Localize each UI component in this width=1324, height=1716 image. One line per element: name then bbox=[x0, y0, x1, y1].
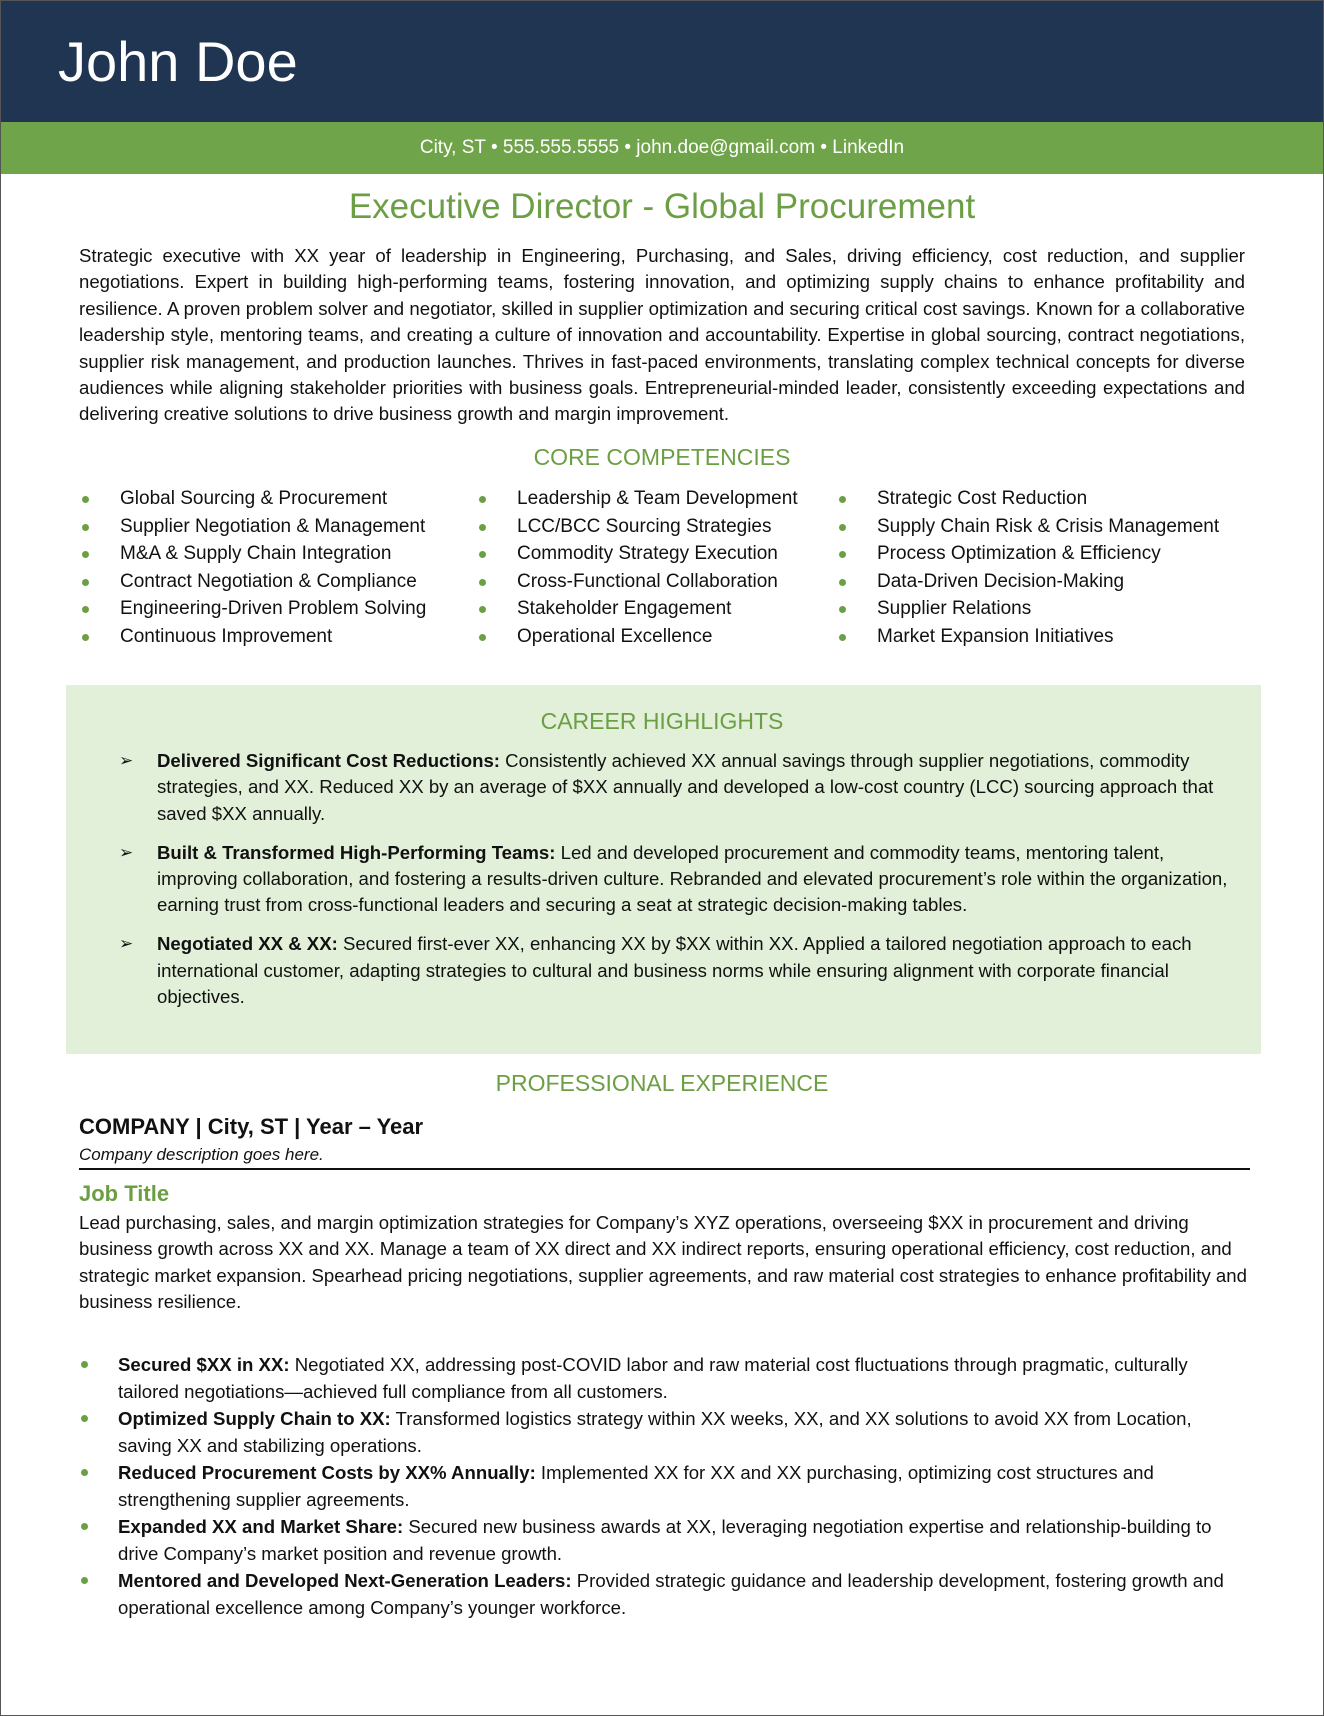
experience-bullet bbox=[79, 1405, 1249, 1459]
competency-item: Process Optimization & Efficiency bbox=[838, 540, 1219, 568]
competency-item: Leadership & Team Development bbox=[478, 485, 798, 513]
highlight-lead: Negotiated XX & XX: bbox=[157, 933, 338, 955]
career-highlights-heading: CAREER HIGHLIGHTS bbox=[540, 708, 784, 734]
competency-item: Strategic Cost Reduction bbox=[838, 485, 1219, 513]
arrow-bullet-icon: ➢ bbox=[119, 751, 134, 770]
experience-bullets bbox=[79, 1351, 1249, 1621]
bullet-lead: Optimized Supply Chain to XX: bbox=[118, 1408, 391, 1429]
highlight-lead: Built & Transformed High-Performing Teams: bbox=[157, 841, 556, 863]
header-band bbox=[1, 1, 1323, 122]
highlight-text: Secured first-ever XX, enhancing XX by $XX within XX. Applied a tailored negotiation approach to each international customer, adapting strategies to cultural and business norms while ensuring alignment with corporate financial objectives. bbox=[157, 933, 1192, 1008]
divider-rule bbox=[79, 1168, 1250, 1170]
bullet-lead: Mentored and Developed Next-Generation Leaders: bbox=[118, 1570, 572, 1591]
competency-item: Cross-Functional Collaboration bbox=[478, 568, 798, 596]
experience-bullet bbox=[79, 1567, 1249, 1621]
experience-bullet bbox=[79, 1459, 1249, 1513]
bullet-text: Secured new business awards at XX, leveraging negotiation expertise and relationship-building to drive Company’s market position and revenue growth. bbox=[118, 1516, 1212, 1564]
highlight-text: Led and developed procurement and commodity teams, mentoring talent, improving collaboration, and fostering a results-driven culture. Rebranded and elevated procurement’s role within the organization, earning trust from cross-functional leaders and securing a seat at strategic decision-making tables. bbox=[157, 841, 1228, 916]
competency-item: Operational Excellence bbox=[478, 623, 798, 651]
competency-item: LCC/BCC Sourcing Strategies bbox=[478, 513, 798, 541]
bullet-text: Provided strategic guidance and leadership development, fostering growth and operational excellence among Company’s younger workforce. bbox=[118, 1570, 1224, 1618]
competencies-column-2 bbox=[478, 485, 798, 651]
bullet-text: Transformed logistics strategy within XX weeks, XX, and XX solutions to avoid XX from Location, saving XX and stabilizing operations. bbox=[118, 1408, 1192, 1456]
competencies-column-3 bbox=[838, 485, 1219, 651]
competency-item: Supplier Negotiation & Management bbox=[81, 513, 426, 541]
competencies-column-1 bbox=[81, 485, 426, 651]
job-title: Job Title bbox=[79, 1181, 170, 1206]
bullet-text: Negotiated XX, addressing post-COVID labor and raw material cost fluctuations through pragmatic, culturally tailored negotiations—achieved full compliance from all customers. bbox=[118, 1354, 1188, 1402]
experience-bullet bbox=[79, 1351, 1249, 1405]
bullet-lead: Reduced Procurement Costs by XX% Annually: bbox=[118, 1462, 536, 1483]
competency-item: Global Sourcing & Procurement bbox=[81, 485, 426, 513]
competency-item: Supplier Relations bbox=[838, 595, 1219, 623]
highlight-item bbox=[119, 931, 1249, 1010]
competency-item: M&A & Supply Chain Integration bbox=[81, 540, 426, 568]
highlight-text: Consistently achieved XX annual savings through supplier negotiations, commodity strategies, and XX. Reduced XX by an average of $XX annually and developed a low-cost country (LCC) sourcing approach that saved $XX annually. bbox=[157, 750, 1214, 824]
competency-item: Data-Driven Decision-Making bbox=[838, 568, 1219, 596]
company-description: Company description goes here. bbox=[79, 1145, 324, 1164]
company-line: COMPANY | City, ST | Year – Year bbox=[79, 1114, 424, 1139]
bullet-lead: Secured $XX in XX: bbox=[118, 1354, 290, 1375]
highlight-item bbox=[119, 840, 1249, 919]
contact-info: City, ST • 555.555.5555 • john.doe@gmail.com • LinkedIn bbox=[419, 137, 905, 158]
competency-item: Market Expansion Initiatives bbox=[838, 623, 1219, 651]
professional-summary: Strategic executive with XX year of leadership in Engineering, Purchasing, and Sales, driving efficiency, cost reduction, and supplier negotiations. Expert in building high-performing teams, fostering innovation, and optimizing supply chains to enhance profitability and resilience. A proven problem solver and negotiator, skilled in supplier optimization and securing critical cost savings. Known for a collaborative leadership style, mentoring teams, and creating a culture of innovation and accountability. Expertise in global sourcing, contract negotiations, supplier risk management, and production launches. Thrives in fast-paced environments, translating complex technical concepts for diverse audiences while aligning stakeholder priorities with business goals. Entrepreneurial-minded leader, consistently exceeding expectations and delivering creative solutions to drive business growth and margin improvement. bbox=[79, 245, 1245, 425]
bullet-text: Implemented XX for XX and XX purchasing, optimizing cost structures and strengthening supplier agreements. bbox=[118, 1462, 1154, 1510]
highlight-item bbox=[119, 748, 1249, 827]
competency-item: Engineering-Driven Problem Solving bbox=[81, 595, 426, 623]
competency-item: Commodity Strategy Execution bbox=[478, 540, 798, 568]
competency-item: Stakeholder Engagement bbox=[478, 595, 798, 623]
contact-band bbox=[1, 122, 1323, 174]
bullet-lead: Expanded XX and Market Share: bbox=[118, 1516, 404, 1537]
resume-title: Executive Director - Global Procurement bbox=[348, 187, 976, 226]
highlight-lead: Delivered Significant Cost Reductions: bbox=[157, 750, 501, 771]
arrow-bullet-icon: ➢ bbox=[119, 934, 134, 954]
job-summary: Lead purchasing, sales, and margin optimization strategies for Company’s XYZ operations, overseeing $XX in procurement and driving business growth across XX and XX. Manage a team of XX direct and XX indirect reports, ensuring operational efficiency, cost reduction, and strategic market expansion. Spearhead pricing negotiations, supplier agreements, and raw material cost strategies to enhance profitability and business resilience. bbox=[79, 1212, 1247, 1313]
arrow-bullet-icon: ➢ bbox=[119, 842, 134, 862]
candidate-name: John Doe bbox=[58, 30, 298, 93]
core-competencies-heading: CORE COMPETENCIES bbox=[533, 444, 791, 470]
competency-item: Supply Chain Risk & Crisis Management bbox=[838, 513, 1219, 541]
experience-bullet bbox=[79, 1513, 1249, 1567]
career-highlights-list bbox=[119, 748, 1249, 1023]
competency-item: Contract Negotiation & Compliance bbox=[81, 568, 426, 596]
competency-item: Continuous Improvement bbox=[81, 623, 426, 651]
professional-experience-heading: PROFESSIONAL EXPERIENCE bbox=[495, 1070, 829, 1096]
